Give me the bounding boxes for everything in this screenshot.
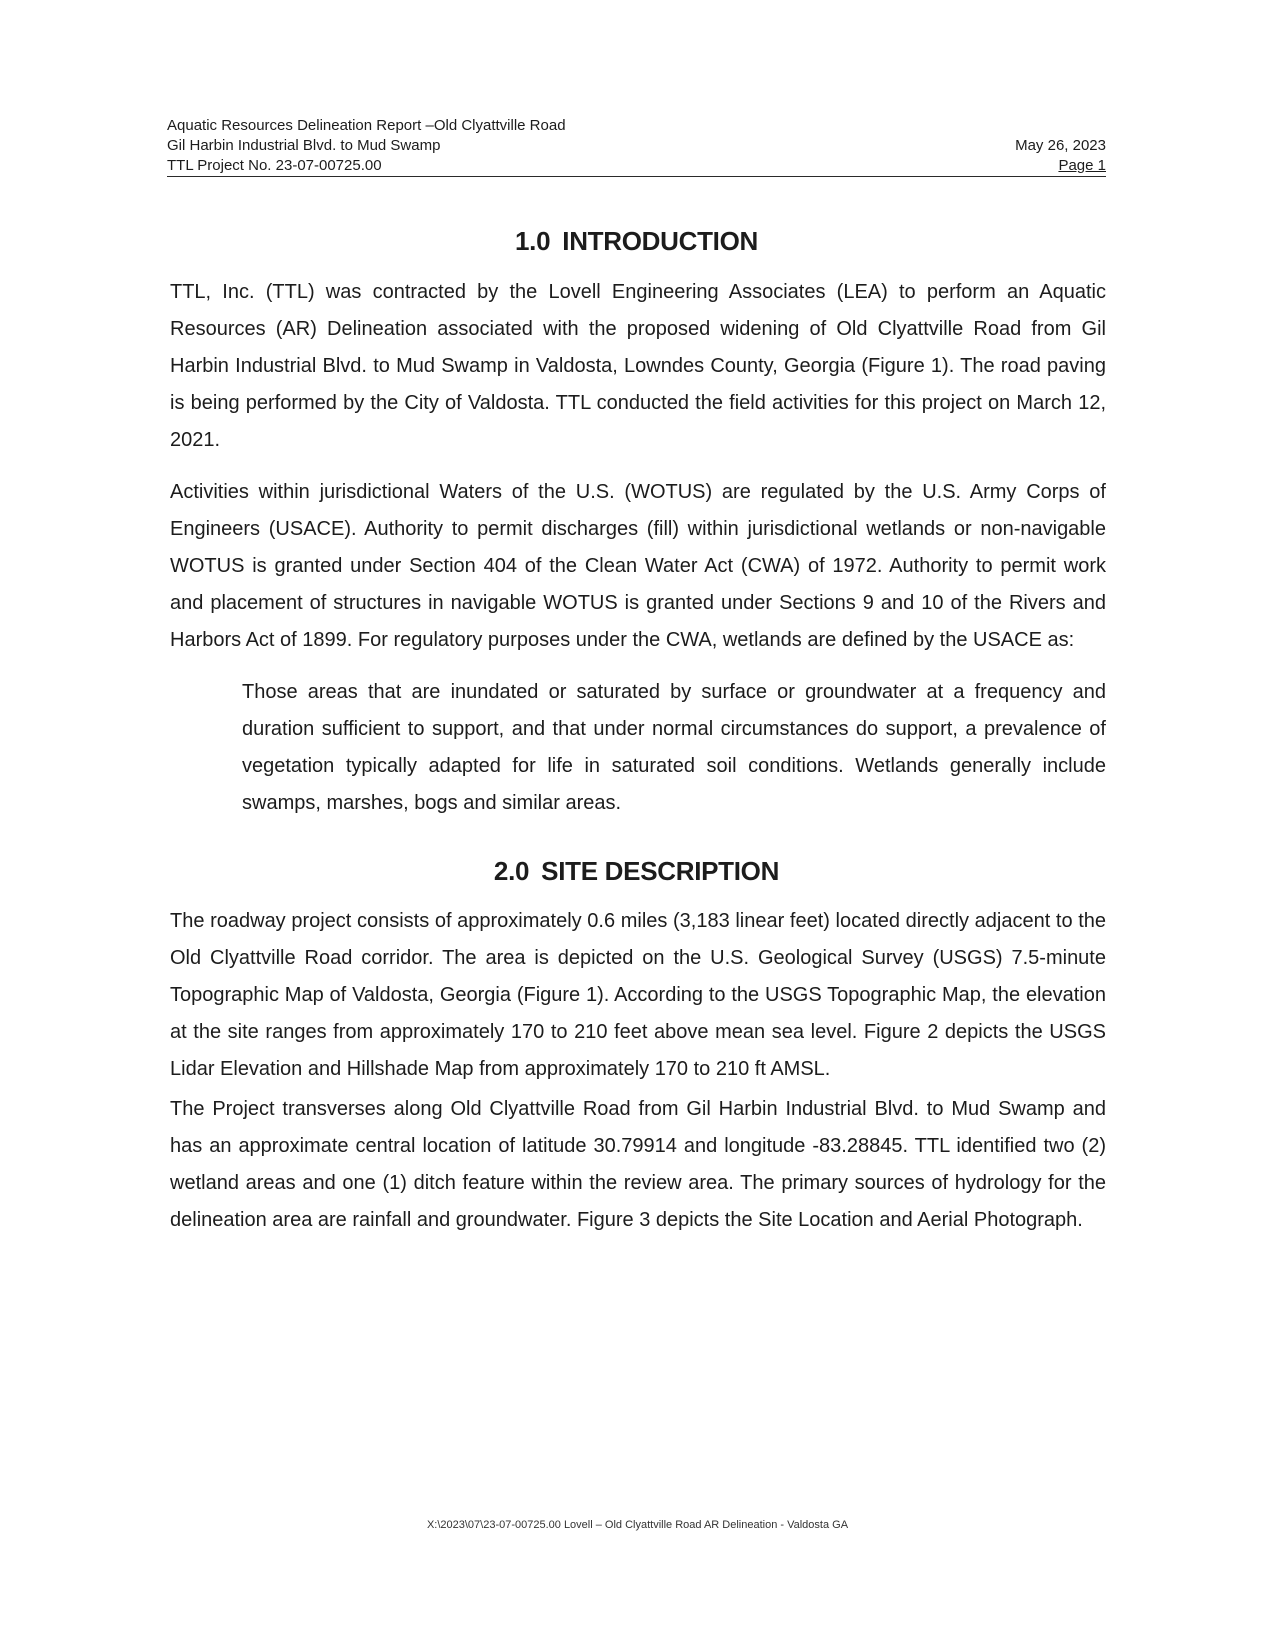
intro-paragraph-2: Activities within jurisdictional Waters of the U.S. (WOTUS) are regulated by the U.S. Army Corps of Engineers (USACE). Authority to permit discharges (fill) within jurisdictional wetlands or non-navigable WOTUS is granted under Section 404 of the Clean Water Act (CWA) of 1972. Authority to permit work and placement of structures in navigable WOTUS is granted under Sections 9 and 10 of the Rivers and Harbors Act of 1899. For regulatory purposes under the CWA, wetlands are defined by the USACE as:	[170, 481, 1106, 651]
section-heading-introduction	[167, 226, 1106, 257]
footer-file-path: X:\2023\07\23-07-00725.00 Lovell – Old Clyattville Road AR Delineation - Valdosta GA	[426, 1519, 849, 1531]
section-title: SITE DESCRIPTION	[541, 856, 780, 886]
page-header	[167, 116, 1106, 177]
section-title: INTRODUCTION	[562, 226, 758, 256]
header-report-subtitle: Gil Harbin Industrial Blvd. to Mud Swamp	[167, 137, 441, 154]
wetland-definition-quote: Those areas that are inundated or saturated by surface or groundwater at a frequency and duration sufficient to support, and that under normal circumstances do support, a prevalence of vegetation typically adapted for life in saturated soil conditions. Wetlands generally include swamps, marshes, bogs and similar areas.	[242, 681, 1106, 814]
site-paragraph-1: The roadway project consists of approximately 0.6 miles (3,183 linear feet) located directly adjacent to the Old Clyattville Road corridor. The area is depicted on the U.S. Geological Survey (USGS) 7.5-minute Topographic Map of Valdosta, Georgia (Figure 1). According to the USGS Topographic Map, the elevation at the site ranges from approximately 170 to 210 feet above mean sea level. Figure 2 depicts the USGS Lidar Elevation and Hillshade Map from approximately 170 to 210 ft AMSL.	[170, 910, 1106, 1080]
section-number: 2.0	[493, 856, 530, 886]
section-heading-site-description	[167, 856, 1106, 887]
header-date: May 26, 2023	[1015, 137, 1106, 154]
header-page-number: Page 1	[1058, 157, 1106, 174]
section-number: 1.0	[515, 226, 551, 256]
header-project-number: TTL Project No. 23-07-00725.00	[167, 157, 382, 174]
header-date-page	[1015, 136, 1106, 176]
header-report-info	[167, 116, 566, 176]
header-report-title: Aquatic Resources Delineation Report –Old Clyattville Road	[167, 117, 566, 134]
site-paragraph-2: The Project transverses along Old Clyattville Road from Gil Harbin Industrial Blvd. to Mud Swamp and has an approximate central location of latitude 30.79914 and longitude -83.28845. TTL identified two (2) wetland areas and one (1) ditch feature within the review area. The primary sources of hydrology for the delineation area are rainfall and groundwater. Figure 3 depicts the Site Location and Aerial Photograph.	[170, 1098, 1106, 1231]
intro-paragraph-1: TTL, Inc. (TTL) was contracted by the Lovell Engineering Associates (LEA) to perform an Aquatic Resources (AR) Delineation associated with the proposed widening of Old Clyattville Road from Gil Harbin Industrial Blvd. to Mud Swamp in Valdosta, Lowndes County, Georgia (Figure 1). The road paving is being performed by the City of Valdosta. TTL conducted the field activities for this project on March 12, 2021.	[170, 281, 1106, 451]
